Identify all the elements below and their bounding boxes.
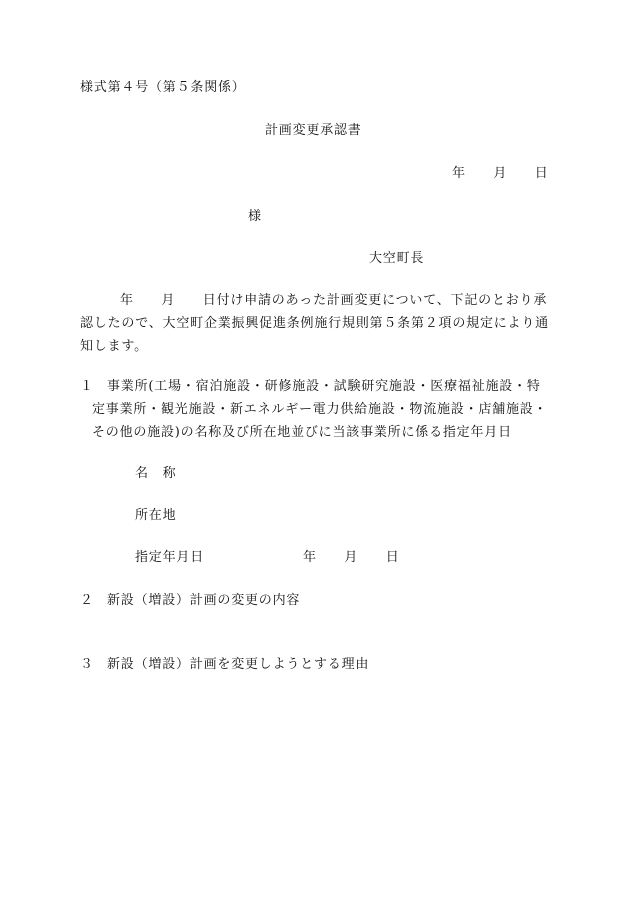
document-title: 計画変更承認書 [265, 123, 362, 138]
address-label: 所在地 [135, 508, 177, 523]
body-line: 年 月 日付け申請のあった計画変更について、下記のとおり承 [120, 293, 548, 308]
form-number: 様式第４号（第５条関係） [80, 80, 246, 95]
addressee-suffix: 様 [248, 209, 262, 224]
designated-date-value: 年 月 日 [303, 550, 400, 565]
item-number: ３ [80, 657, 94, 672]
designated-date-label: 指定年月日 [135, 550, 205, 565]
body-line: 認したので、大空町企業振興促進条例施行規則第５条第２項の規定により通 [80, 316, 549, 331]
item-text-line: 事業所(工場・宿泊施設・研修施設・試験研究施設・医療福祉施設・特 [107, 379, 541, 394]
item-number: ２ [80, 593, 94, 608]
issuer-name: 大空町長 [369, 251, 425, 266]
issue-date: 年 月 日 [452, 166, 549, 181]
item-number: １ [80, 379, 94, 394]
item-text-line: 新設（増設）計画を変更しようとする理由 [107, 657, 370, 672]
item-text-line: 定事業所・観光施設・新エネルギー電力供給施設・物流施設・店舗施設・ [92, 402, 548, 417]
item-text-line: 新設（増設）計画の変更の内容 [107, 593, 301, 608]
body-line: 知します。 [80, 339, 148, 354]
name-label: 名 称 [135, 466, 177, 481]
item-text-line: その他の施設)の名称及び所在地並びに当該事業所に係る指定年月日 [92, 425, 512, 440]
